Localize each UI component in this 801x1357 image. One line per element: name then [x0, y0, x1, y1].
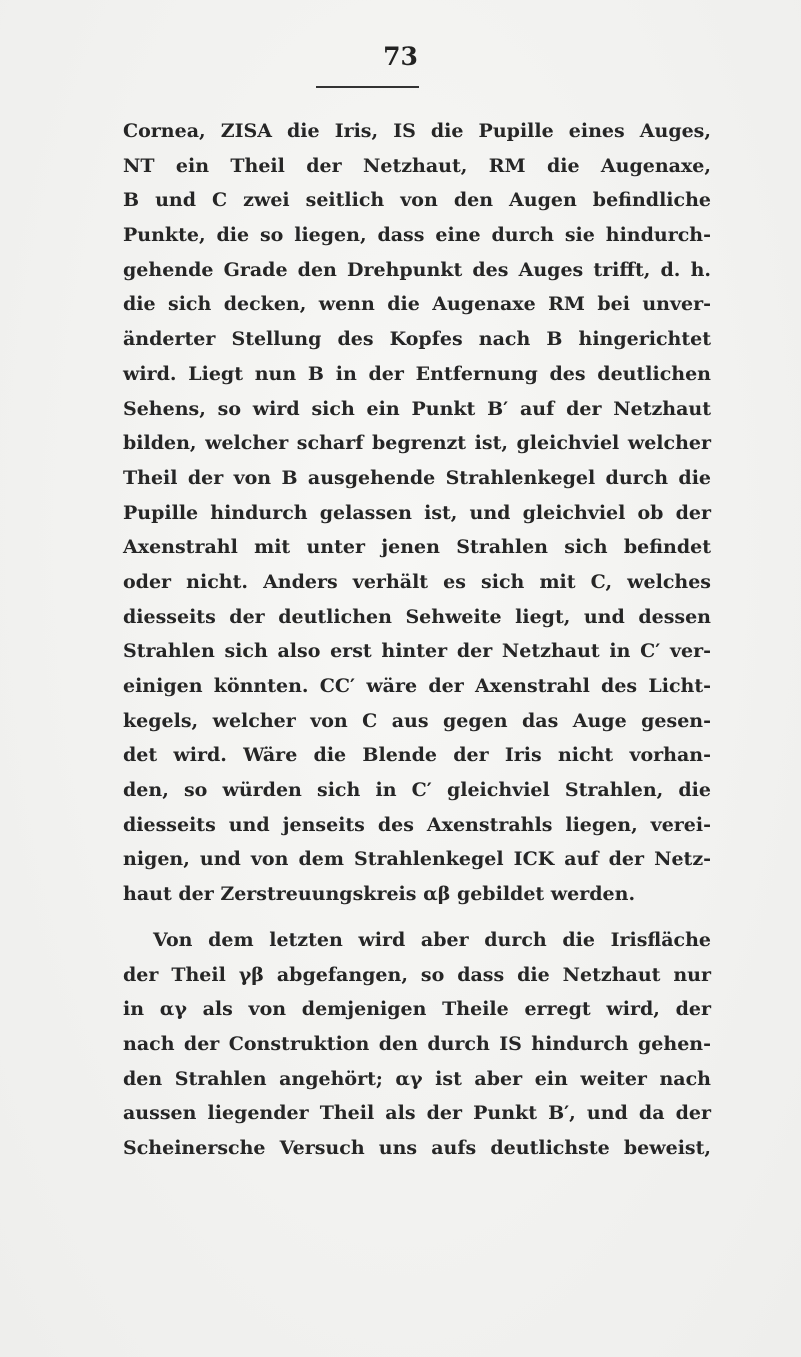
text-line: Theil der von B ausgehende Strahlenkegel durch die [123, 466, 711, 489]
text-line: aussen liegender Theil als der Punkt B′, und da der [123, 1102, 711, 1125]
text-line: bilden, welcher scharf begrenzt ist, gleichviel welcher [123, 432, 711, 455]
text-line: NT ein Theil der Netzhaut, RM die Augenaxe, [123, 154, 711, 177]
text-line: Strahlen sich also erst hinter der Netzhaut in C′ ver- [123, 640, 711, 663]
text-line: diesseits und jenseits des Axenstrahls liegen, verei- [123, 813, 711, 836]
page-number: 73 [383, 42, 418, 71]
text-line: Pupille hindurch gelassen ist, und gleichviel ob der [123, 501, 711, 524]
text-line: diesseits der deutlichen Sehweite liegt, und dessen [123, 605, 711, 628]
text-line: B und C zwei seitlich von den Augen befindliche [123, 189, 711, 212]
paragraph [123, 923, 711, 1166]
text-line: Von dem letzten wird aber durch die Irisfläche [153, 928, 711, 951]
text-line: änderter Stellung des Kopfes nach B hingerichtet [123, 328, 711, 351]
text-line: nigen, und von dem Strahlenkegel ICK auf der Netz- [123, 848, 711, 871]
text-line: det wird. Wäre die Blende der Iris nicht vorhan- [123, 744, 711, 767]
text-line: der Theil γβ abgefangen, so dass die Netzhaut nur [123, 963, 711, 986]
header-rule [316, 86, 419, 88]
paragraph-gap [123, 912, 711, 923]
text-line: Cornea, ZISA die Iris, IS die Pupille eines Auges, [123, 120, 711, 142]
text-line: wird. Liegt nun B in der Entfernung des deutlichen [123, 362, 711, 385]
text-line: den, so würden sich in C′ gleichviel Strahlen, die [123, 779, 711, 802]
text-line: die sich decken, wenn die Augenaxe RM bei unver- [123, 293, 711, 316]
text-line: Punkte, die so liegen, dass eine durch sie hindurch- [123, 224, 711, 247]
text-line: kegels, welcher von C aus gegen das Auge gesen- [123, 709, 711, 732]
text-line: in αγ als von demjenigen Theile erregt wird, der [123, 998, 711, 1021]
text-line: nach der Construktion den durch IS hindurch gehen- [123, 1032, 711, 1055]
text-line: Scheinersche Versuch uns aufs deutlichste beweist, [123, 1136, 711, 1159]
body-text [123, 114, 711, 1166]
paragraph [123, 114, 711, 912]
text-line: Axenstrahl mit unter jenen Strahlen sich befindet [123, 536, 711, 559]
text-line: gehende Grade den Drehpunkt des Auges trifft, d. h. [123, 258, 711, 281]
text-line: haut der Zerstreuungskreis αβ gebildet werden. [123, 883, 636, 906]
text-line: Sehens, so wird sich ein Punkt B′ auf der Netzhaut [123, 397, 711, 420]
text-line: oder nicht. Anders verhält es sich mit C, welches [123, 570, 711, 593]
text-line: den Strahlen angehört; αγ ist aber ein weiter nach [123, 1067, 711, 1090]
text-line: einigen könnten. CC′ wäre der Axenstrahl des Licht- [123, 675, 711, 697]
